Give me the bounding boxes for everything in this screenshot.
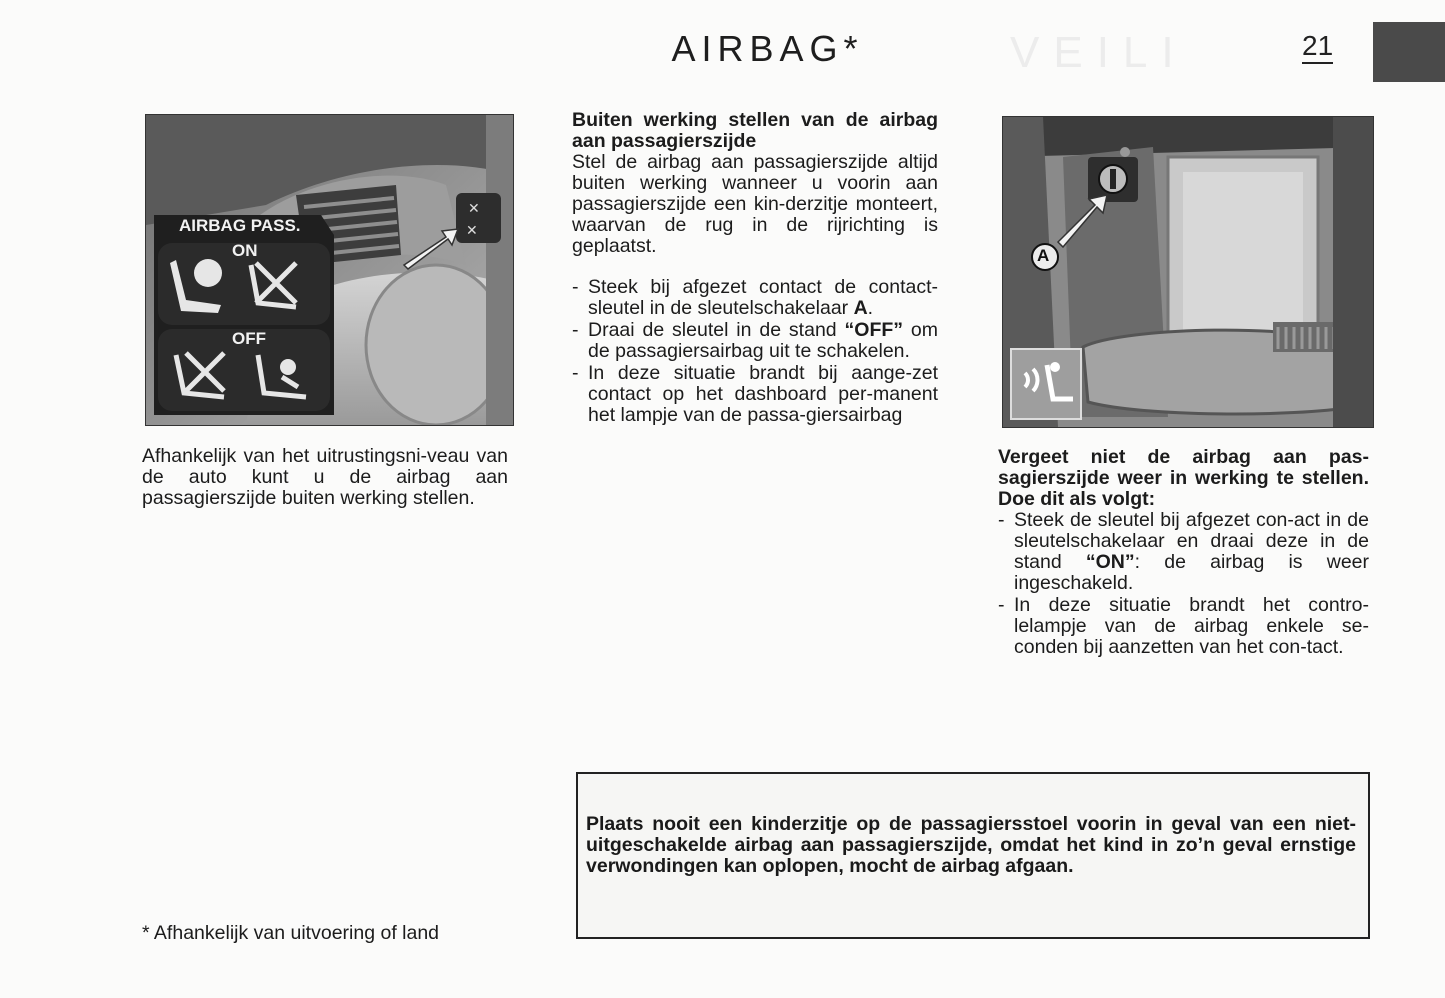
warning-box xyxy=(576,772,1370,939)
page-title: AIRBAG* xyxy=(671,28,864,69)
list-item: - Steek bij afgezet contact de contact-sleutel in de sleutelschakelaar A. xyxy=(572,277,938,319)
list-item: - Steek de sleutel bij afgezet con-act in de sleutelschakelaar en draai deze in de stand “ON”: de airbag is weer ingeschakeld. xyxy=(998,510,1369,594)
footnote: * Afhankelijk van uitvoering of land xyxy=(142,922,440,944)
reactivate-steps xyxy=(998,510,1369,658)
page-number: 21 xyxy=(1302,30,1334,61)
list-item: - In deze situatie brandt bij aange-zet contact op het dashboard per-manent het lampje van de passa-giersairbag xyxy=(572,363,938,426)
middle-column xyxy=(572,110,938,427)
switch-panel-icon xyxy=(456,193,501,243)
airbag-pass-label: AIRBAG PASS. xyxy=(179,216,301,235)
svg-text:✕: ✕ xyxy=(468,201,480,217)
deactivate-intro: Stel de airbag aan passagierszijde altijd buiten werking wanneer u voorin aan passagierszijde een kin-derzitje monteert, waarvan de rug in de rijrichting is geplaatst. xyxy=(572,151,938,257)
glovebox-photo xyxy=(1002,116,1374,428)
airbag-warning-lamp-icon xyxy=(1011,349,1081,419)
airbag-off-label: OFF xyxy=(232,329,266,348)
callout-a-label: A xyxy=(1037,246,1050,265)
reactivate-heading: Vergeet niet de airbag aan pas-sagierszijde weer in werking te stellen. Doe dit als volgt: xyxy=(998,446,1369,510)
right-column xyxy=(998,447,1369,659)
section-tab xyxy=(1373,22,1445,82)
list-item: - Draai de sleutel in de stand “OFF” om de passagiersairbag uit te schakelen. xyxy=(572,320,938,362)
svg-text:✕: ✕ xyxy=(466,223,478,239)
warning-text: Plaats nooit een kinderzitje op de passagiersstoel voorin in geval van een niet-uitgeschakelde airbag aan passagierszijde, omdat het kind in zo’n geval ernstige verwondingen kan oplopen, mocht de airbag afgaan. xyxy=(586,813,1356,877)
deactivate-steps xyxy=(572,277,938,426)
list-item: - In deze situatie brandt het contro-lelampje van de airbag enkele se-conden bij aanzetten van het con-tact. xyxy=(998,595,1369,658)
airbag-on-label: ON xyxy=(232,241,258,260)
equipment-note: Afhankelijk van het uitrustingsni-veau van de auto kunt u de airbag aan passagierszijde buiten werking stellen. xyxy=(142,445,508,509)
left-column xyxy=(142,446,508,509)
ghost-bleed-text: VEILI xyxy=(1010,28,1188,77)
dashboard-photo xyxy=(145,114,514,426)
deactivate-heading: Buiten werking stellen van de airbag aan passagierszijde xyxy=(572,109,938,152)
